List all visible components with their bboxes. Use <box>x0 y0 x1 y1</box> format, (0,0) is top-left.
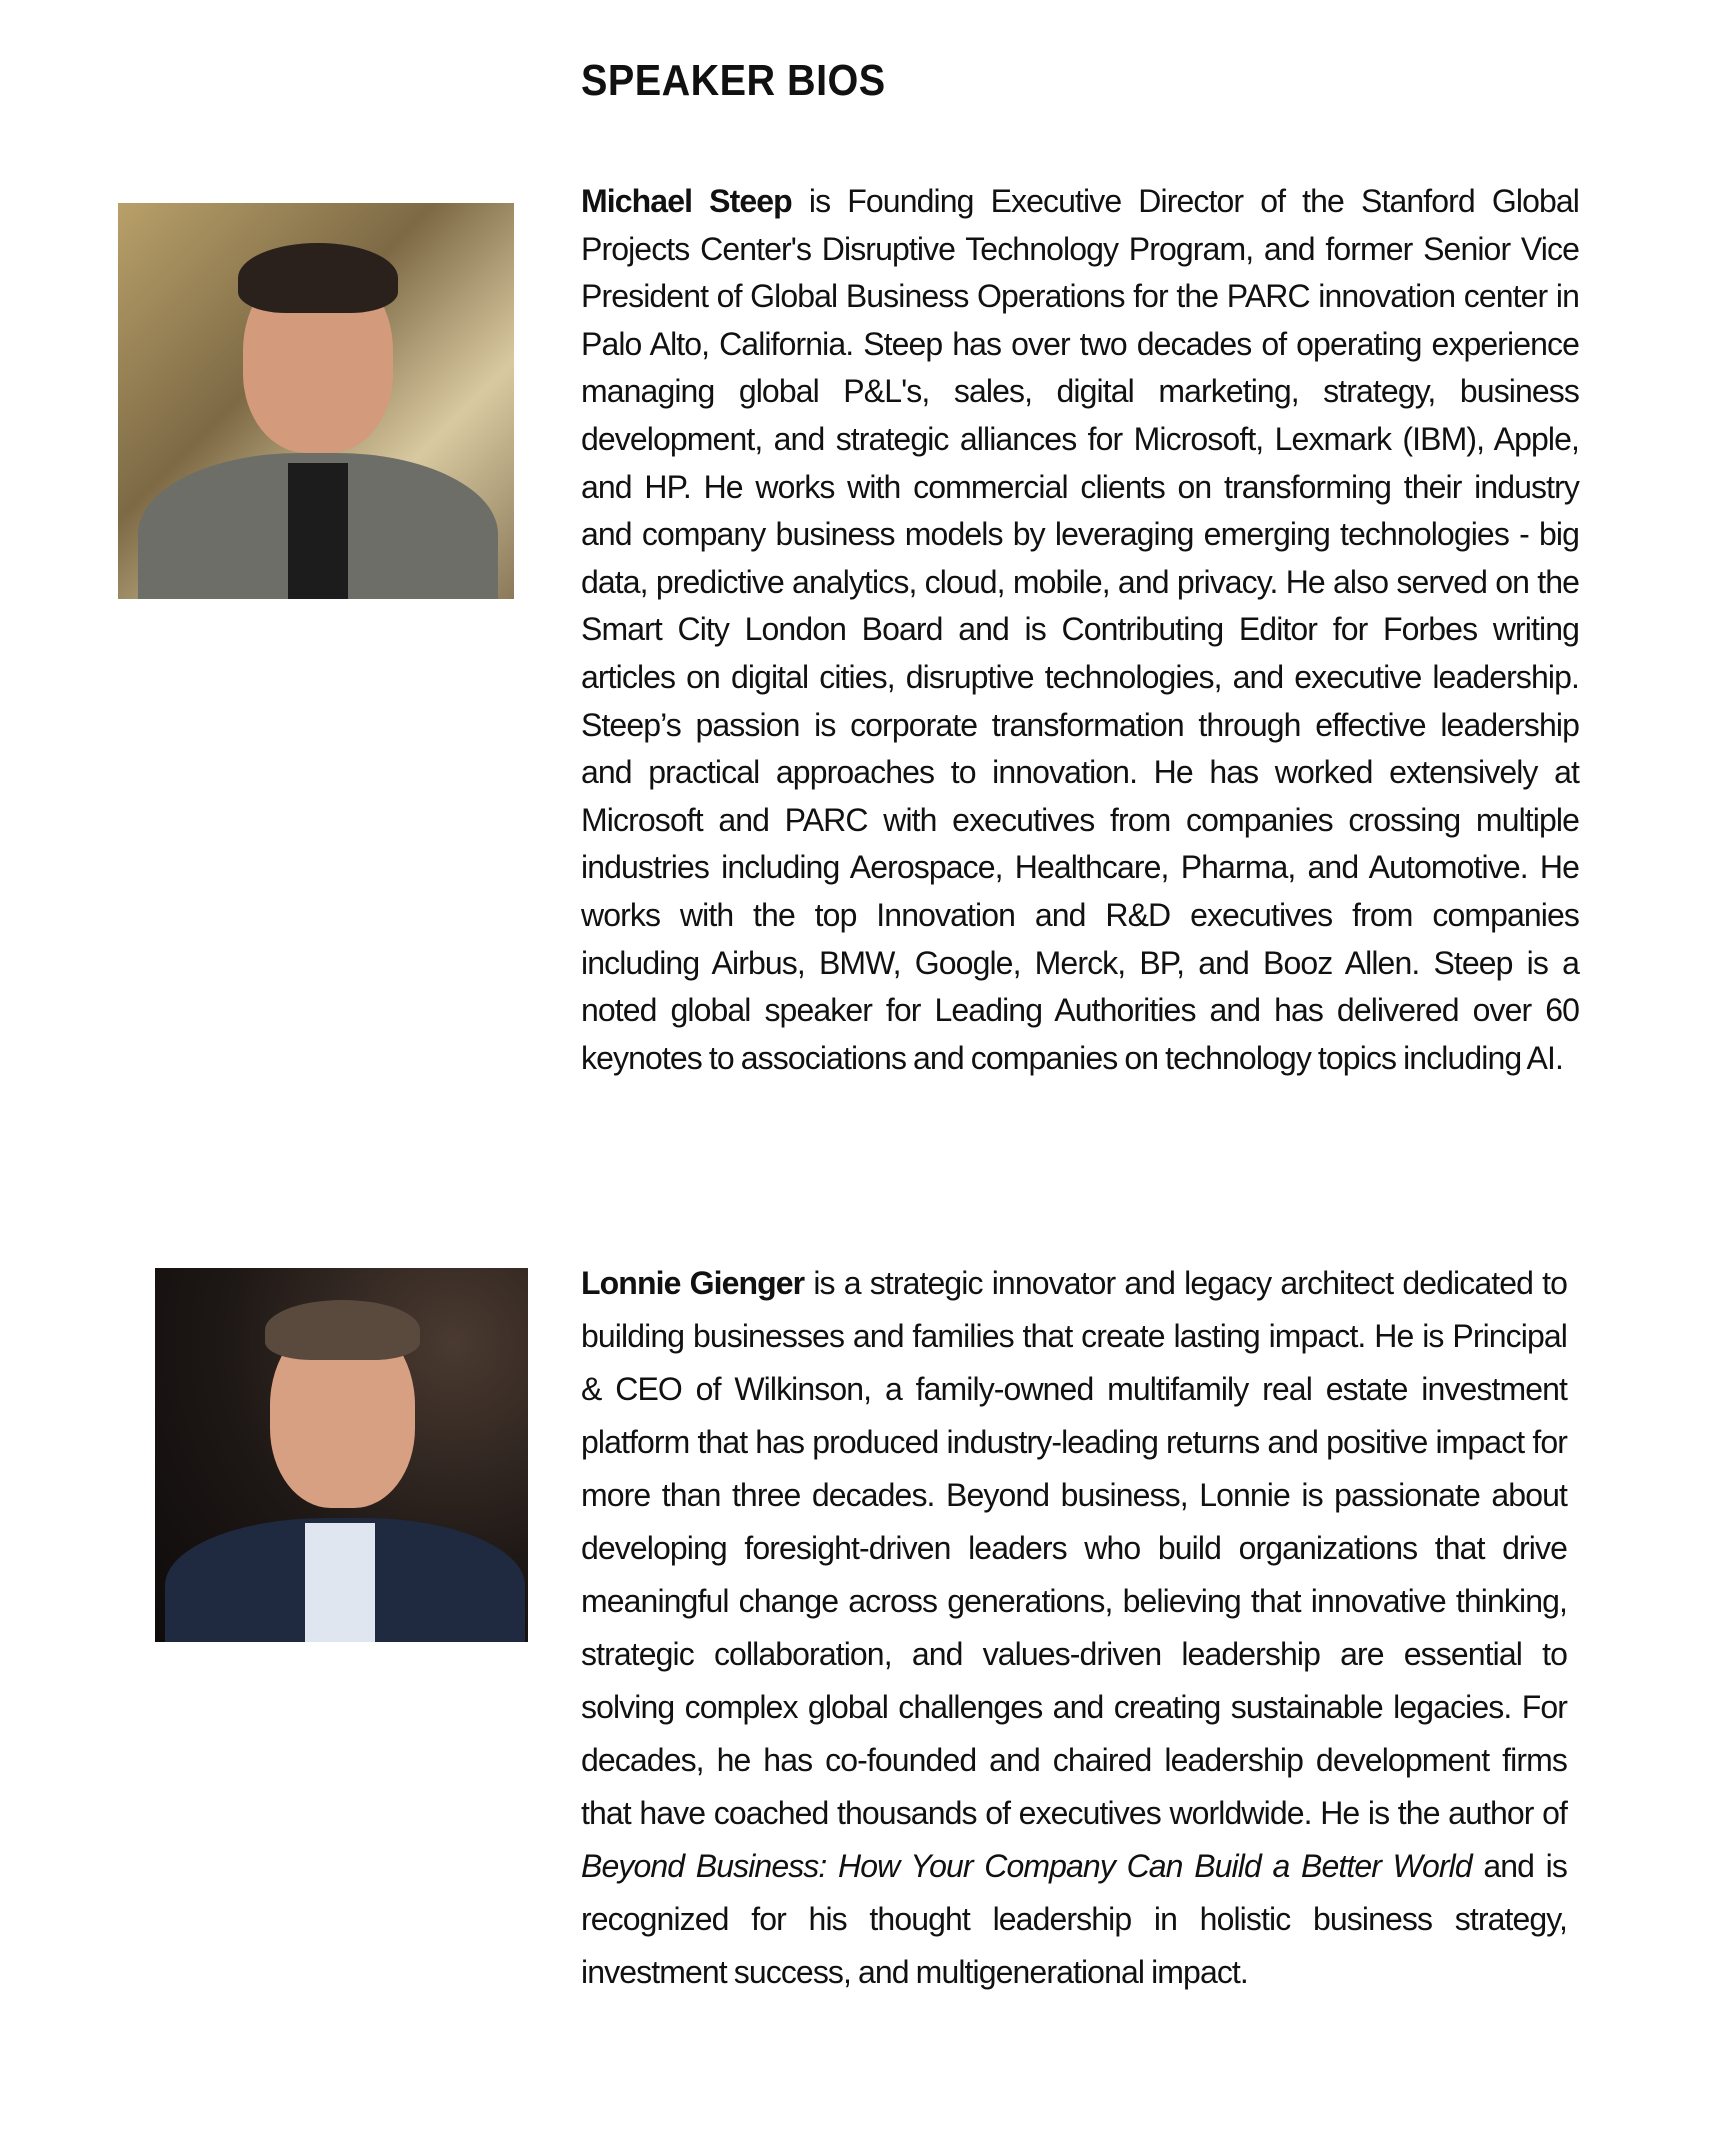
speaker-photo-michael-steep <box>118 203 514 599</box>
bio-text: is Founding Executive Director of the Stanford Global Projects Center's Disruptive Technology Program, and former Senior Vice President of Global Business Operations for the PARC innovation center in Palo Alto, California. Steep has over two decades of operating experience managing global P&L's, sales, digital marketing, strategy, business development, and strategic alliances for Microsoft, Lexmark (IBM), Apple, and HP. He works with commercial clients on transforming their industry and company business models by leveraging emerging technologies - big data, predictive analytics, cloud, mobile, and privacy. He also served on the Smart City London Board and is Contributing Editor for Forbes writing articles on digital cities, disruptive technologies, and executive leadership. Steep’s passion is corporate transformation through effective leadership and practical approaches to innovation. He has worked extensively at Microsoft and PARC with executives from companies crossing multiple industries including Aerospace, Healthcare, Pharma, and Automotive. He works with the top Innovation and R&D executives from companies including Airbus, BMW, Google, Merck, BP, and Booz Allen. Steep is a noted global speaker for Leading Authorities and has delivered over 60 keynotes to associations and companies on technology topics including AI. <box>581 183 1579 1076</box>
speaker-bio-michael-steep <box>581 178 1579 1082</box>
page-title: SPEAKER BIOS <box>581 56 886 105</box>
speaker-bio-lonnie-gienger <box>581 1257 1567 1999</box>
bio-text: and is recognized for his thought leadership in holistic business strategy, investment success, and multigenerational impact. <box>581 1848 1567 1990</box>
book-title: Beyond Business: How Your Company Can Build a Better World <box>581 1848 1472 1884</box>
speaker-name: Michael Steep <box>581 183 792 219</box>
speaker-name: Lonnie Gienger <box>581 1265 805 1301</box>
bio-text: is a strategic innovator and legacy architect dedicated to building businesses and families that create lasting impact. He is Principal & CEO of Wilkinson, a family-owned multifamily real estate investment platform that has produced industry-leading returns and positive impact for more than three decades. Beyond business, Lonnie is passionate about developing foresight-driven leaders who build organizations that drive meaningful change across generations, believing that innovative thinking, strategic collaboration, and values-driven leadership are essential to solving complex global challenges and creating sustainable legacies. For decades, he has co-founded and chaired leadership development firms that have coached thousands of executives worldwide. He is the author of <box>581 1265 1567 1831</box>
speaker-photo-lonnie-gienger <box>155 1268 528 1642</box>
